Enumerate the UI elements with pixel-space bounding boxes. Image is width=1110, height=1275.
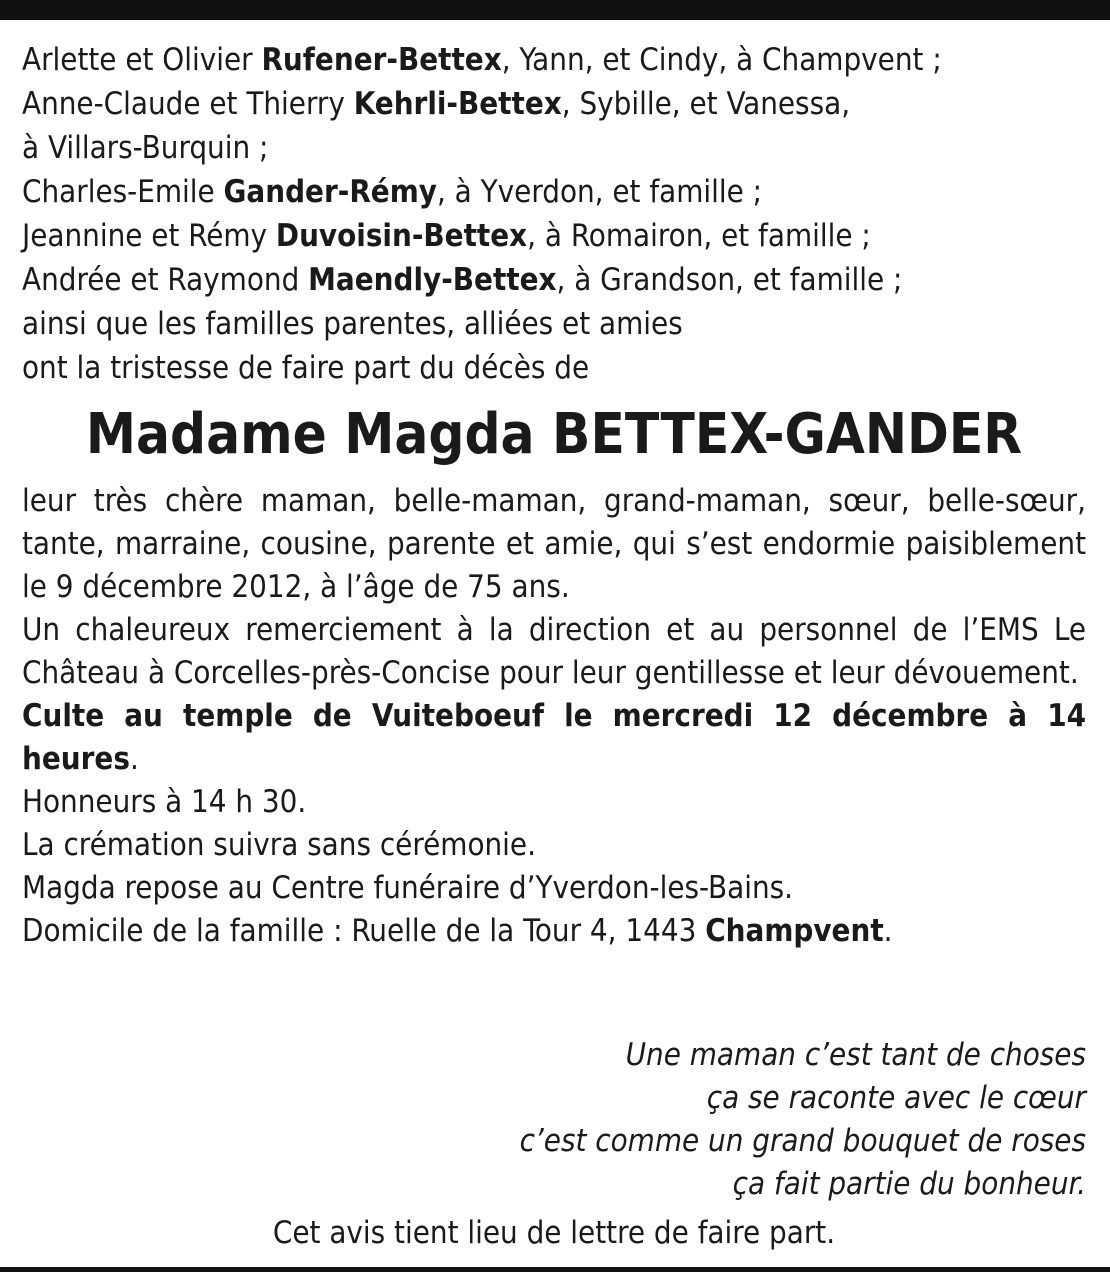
domicile-line: Domicile de la famille : Ruelle de la Tour 4, 1443 Champvent.: [22, 913, 893, 949]
bottom-border: [0, 1267, 1110, 1272]
detail-line: Magda repose au Centre funéraire d’Yverdon-les-Bains.: [22, 870, 794, 906]
poem: [22, 1034, 1086, 1206]
ceremony-info: Culte au temple de Vuiteboeuf le mercredi 12 décembre à 14 heures.: [22, 698, 1086, 777]
family-line: Jeannine et Rémy Duvoisin-Bettex, à Romairon, et famille ;: [22, 218, 871, 254]
tribute-paragraph: leur très chère maman, belle-maman, grand-maman, sœur, belle-sœur, tante, marraine, cousine, parente et amie, qui s’est endormie paisiblement le 9 décembre 2012, à l’âge de 75 ans.: [22, 483, 1086, 605]
poem-line: Une maman c’est tant de choses: [625, 1037, 1086, 1073]
detail-line: La crémation suivra sans cérémonie.: [22, 827, 536, 863]
family-list: [22, 38, 1086, 390]
death-notice: [22, 38, 1086, 953]
poem-line: ça se raconte avec le cœur: [706, 1080, 1086, 1116]
detail-line: Honneurs à 14 h 30.: [22, 784, 307, 820]
closing-note: Cet avis tient lieu de lettre de faire part.: [272, 1215, 836, 1251]
poem-line: ça fait partie du bonheur.: [732, 1166, 1086, 1202]
family-line: Andrée et Raymond Maendly-Bettex, à Grandson, et famille ;: [22, 262, 903, 298]
family-line: ainsi que les familles parentes, alliées et amies: [22, 306, 683, 342]
poem-line: c’est comme un grand bouquet de roses: [519, 1123, 1086, 1159]
family-line: à Villars-Burquin ;: [22, 130, 269, 166]
family-line: Arlette et Olivier Rufener-Bettex, Yann, et Cindy, à Champvent ;: [22, 42, 942, 78]
family-line: Anne-Claude et Thierry Kehrli-Bettex, Sybille, et Vanessa,: [22, 86, 851, 122]
deceased-name: Madame Magda BETTEX-GANDER: [85, 402, 1023, 467]
family-line: Charles-Emile Gander-Rémy, à Yverdon, et famille ;: [22, 174, 763, 210]
thanks-paragraph: Un chaleureux remerciement à la direction et au personnel de l’EMS Le Château à Corcelles-près-Concise pour leur gentillesse et leur dévouement.: [22, 612, 1086, 691]
top-border: [0, 0, 1110, 20]
family-line: ont la tristesse de faire part du décès de: [22, 350, 590, 386]
